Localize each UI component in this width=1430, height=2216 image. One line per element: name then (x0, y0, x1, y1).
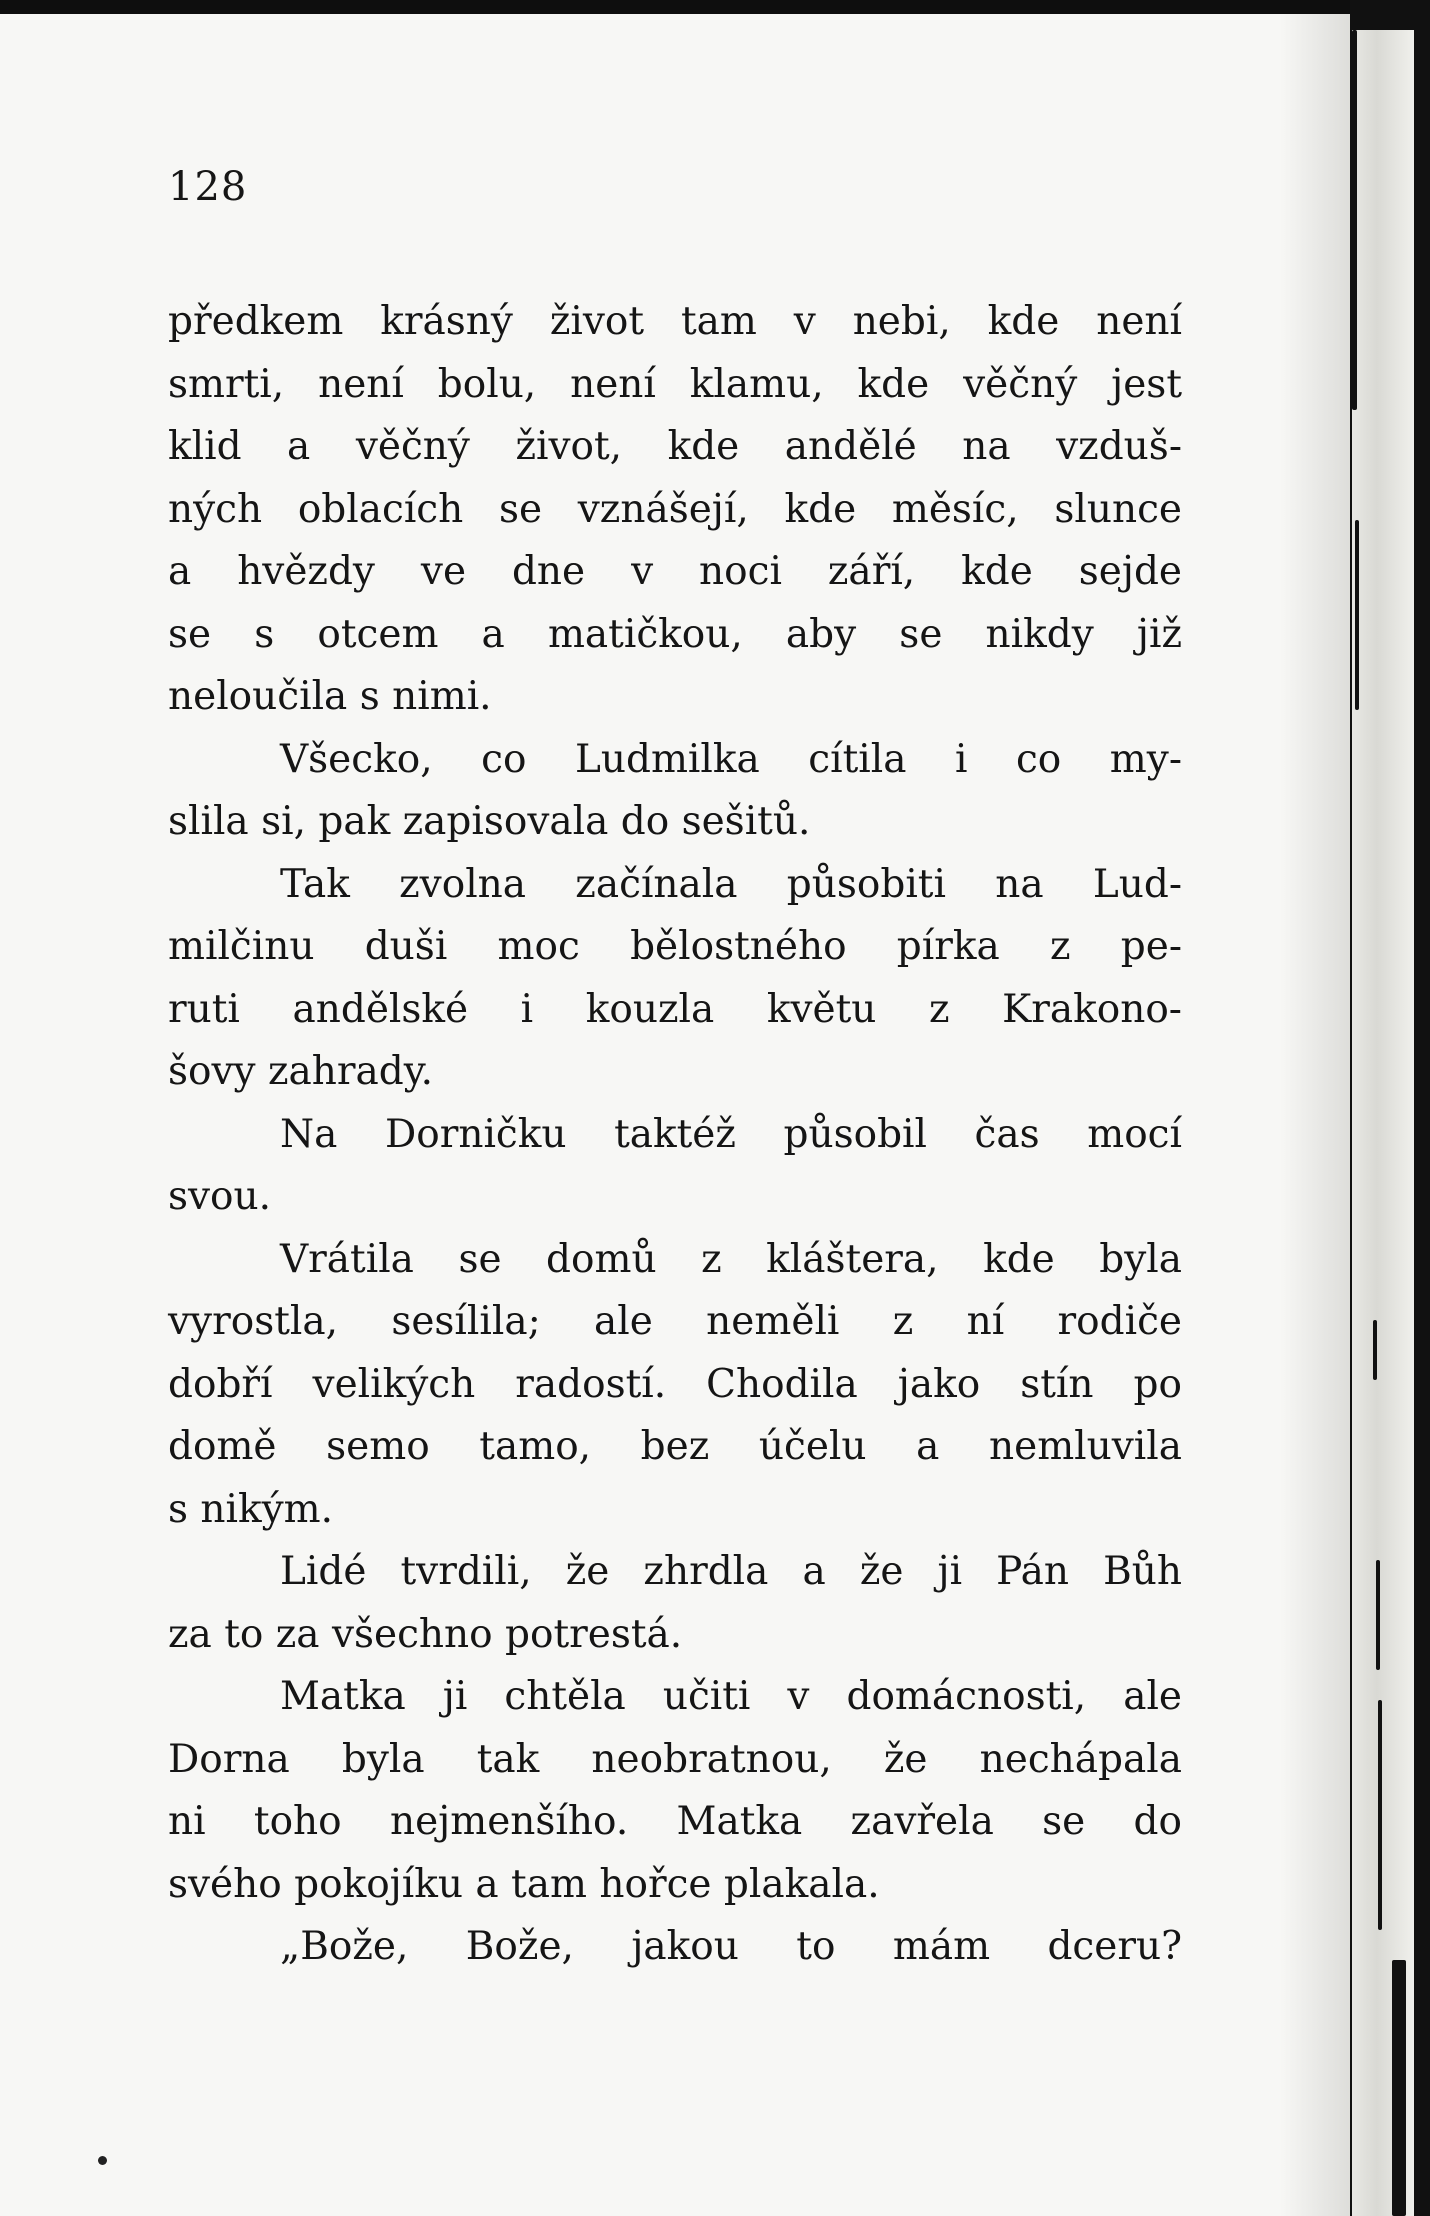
binding-mark (1376, 1560, 1380, 1670)
paragraph-start-line: Vrátila se domů z kláštera, kde byla (280, 1236, 1182, 1282)
text-line: šovy zahrady. (168, 1049, 433, 1094)
text-line: neloučila s nimi. (168, 674, 492, 719)
binding-mark (1392, 1960, 1406, 2216)
ink-speck (98, 2156, 107, 2165)
text-line: slila si, pak zapisovala do sešitů. (168, 799, 811, 844)
body-text (168, 291, 1182, 1979)
paragraph-start-line: „Bože, Bože, jakou to mám dceru? (280, 1924, 1182, 1969)
paragraph-start-line: Lidé tvrdili, že zhrdla a že ji Pán Bůh (280, 1549, 1182, 1594)
binding-mark (1373, 1320, 1377, 1380)
binding-mark (1378, 1700, 1382, 1930)
paragraph-start-line: Na Dorničku taktéž působil čas mocí (280, 1111, 1182, 1157)
paragraph-start-line: Matka ji chtěla učiti v domácnosti, ale (280, 1674, 1182, 1719)
text-line: ruti andělské i kouzla květu z Krakono- (168, 986, 1182, 1032)
text-line: s nikým. (168, 1486, 334, 1532)
binding-mark (1355, 520, 1359, 710)
text-line: domě semo tamo, bez účelu a nemluvila (168, 1424, 1182, 1469)
paragraph-start-line: Tak zvolna začínala působiti na Lud- (280, 861, 1182, 907)
text-line: vyrostla, sesílila; ale neměli z ní rodiče (168, 1299, 1182, 1344)
book-page (0, 14, 1350, 2216)
text-line: dobří velikých radostí. Chodila jako stín po (168, 1361, 1182, 1407)
text-line: svého pokojíku a tam hořce plakala. (168, 1861, 880, 1907)
text-line: milčinu duši moc bělostného pírka z pe- (168, 924, 1182, 969)
paragraph-start-line: Všecko, co Ludmilka cítila i co my- (280, 736, 1182, 782)
text-line: svou. (168, 1174, 272, 1219)
text-line: za to za všechno potrestá. (168, 1611, 683, 1657)
text-line: předkem krásný život tam v nebi, kde není (168, 299, 1182, 344)
text-line: Dorna byla tak neobratnou, že nechápala (168, 1736, 1182, 1782)
page-number: 128 (168, 164, 248, 210)
text-line: ni toho nejmenšího. Matka zavřela se do (168, 1799, 1182, 1844)
binding-mark (1352, 30, 1357, 410)
text-line: klid a věčný život, kde andělé na vzduš- (168, 424, 1182, 469)
next-page-edge (1352, 30, 1414, 2216)
text-line: ných oblacích se vznášejí, kde měsíc, slunce (168, 486, 1182, 532)
text-line: a hvězdy ve dne v noci září, kde sejde (168, 549, 1182, 594)
text-line: smrti, není bolu, není klamu, kde věčný jest (168, 361, 1182, 407)
text-line: se s otcem a matičkou, aby se nikdy již (168, 611, 1182, 657)
